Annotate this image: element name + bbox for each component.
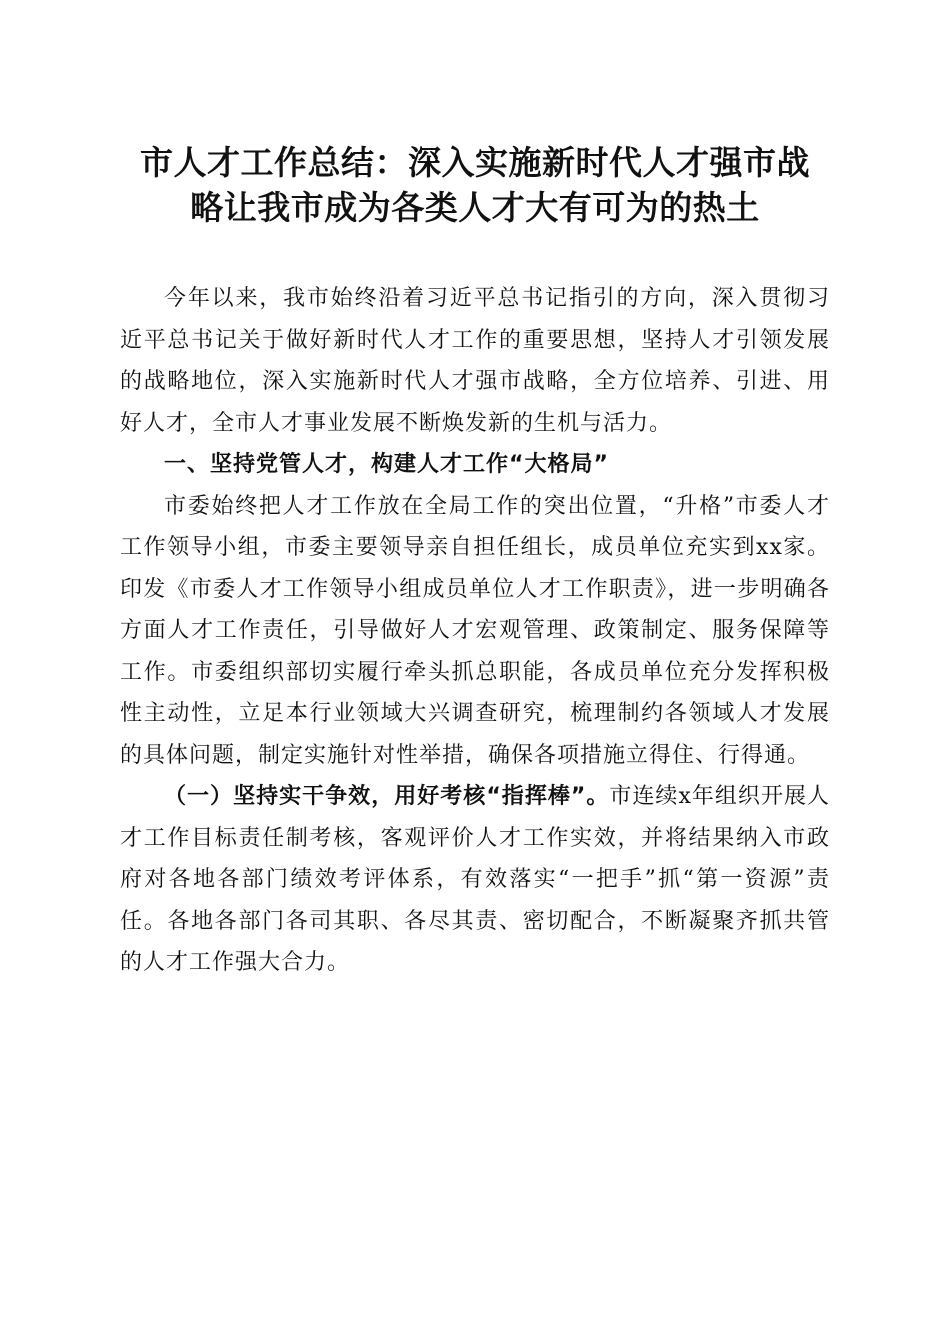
document-body — [120, 278, 830, 984]
subsection-1-text: 市连续x年组织开展人才工作目标责任制考核，客观评价人才工作实效，并将结果纳入市政府对各地各部门绩效考评体系，有效落实“一把手”抓“第一资源”责任。各地各部门各司其职、各尽其责、密切配合，不断凝聚齐抓共管的人才工作强大合力。 — [120, 784, 830, 975]
title-line-2: 略让我市成为各类人才大有可为的热土 — [190, 188, 760, 227]
section-1-heading: 一、坚持党管人才，构建人才工作“大格局” — [164, 452, 609, 477]
title-line-1: 市人才工作总结：深入实施新时代人才强市战 — [140, 143, 810, 182]
section-1-paragraph: 市委始终把人才工作放在全局工作的突出位置，“升格”市委人才工作领导小组，市委主要领导亲自担任组长，成员单位充实到xx家。印发《市委人才工作领导小组成员单位人才工作职责》，进一步明确各方面人才工作责任，引导做好人才宏观管理、政策制定、服务保障等工作。市委组织部切实履行牵头抓总职能，各成员单位充分发挥积极性主动性，立足本行业领域大兴调查研究，梳理制约各领域人才发展的具体问题，制定实施针对性举措，确保各项措施立得住、行得通。 — [120, 493, 830, 768]
document-title — [100, 140, 850, 230]
subsection-1-lead: （一）坚持实干争效，用好考核“指挥棒”。 — [164, 784, 610, 809]
intro-paragraph: 今年以来，我市始终沿着习近平总书记指引的方向，深入贯彻习近平总书记关于做好新时代人才工作的重要思想，坚持人才引领发展的战略地位，深入实施新时代人才强市战略，全方位培养、引进、用好人才，全市人才事业发展不断焕发新的生机与活力。 — [120, 286, 830, 436]
subsection-1-paragraph — [120, 776, 830, 984]
